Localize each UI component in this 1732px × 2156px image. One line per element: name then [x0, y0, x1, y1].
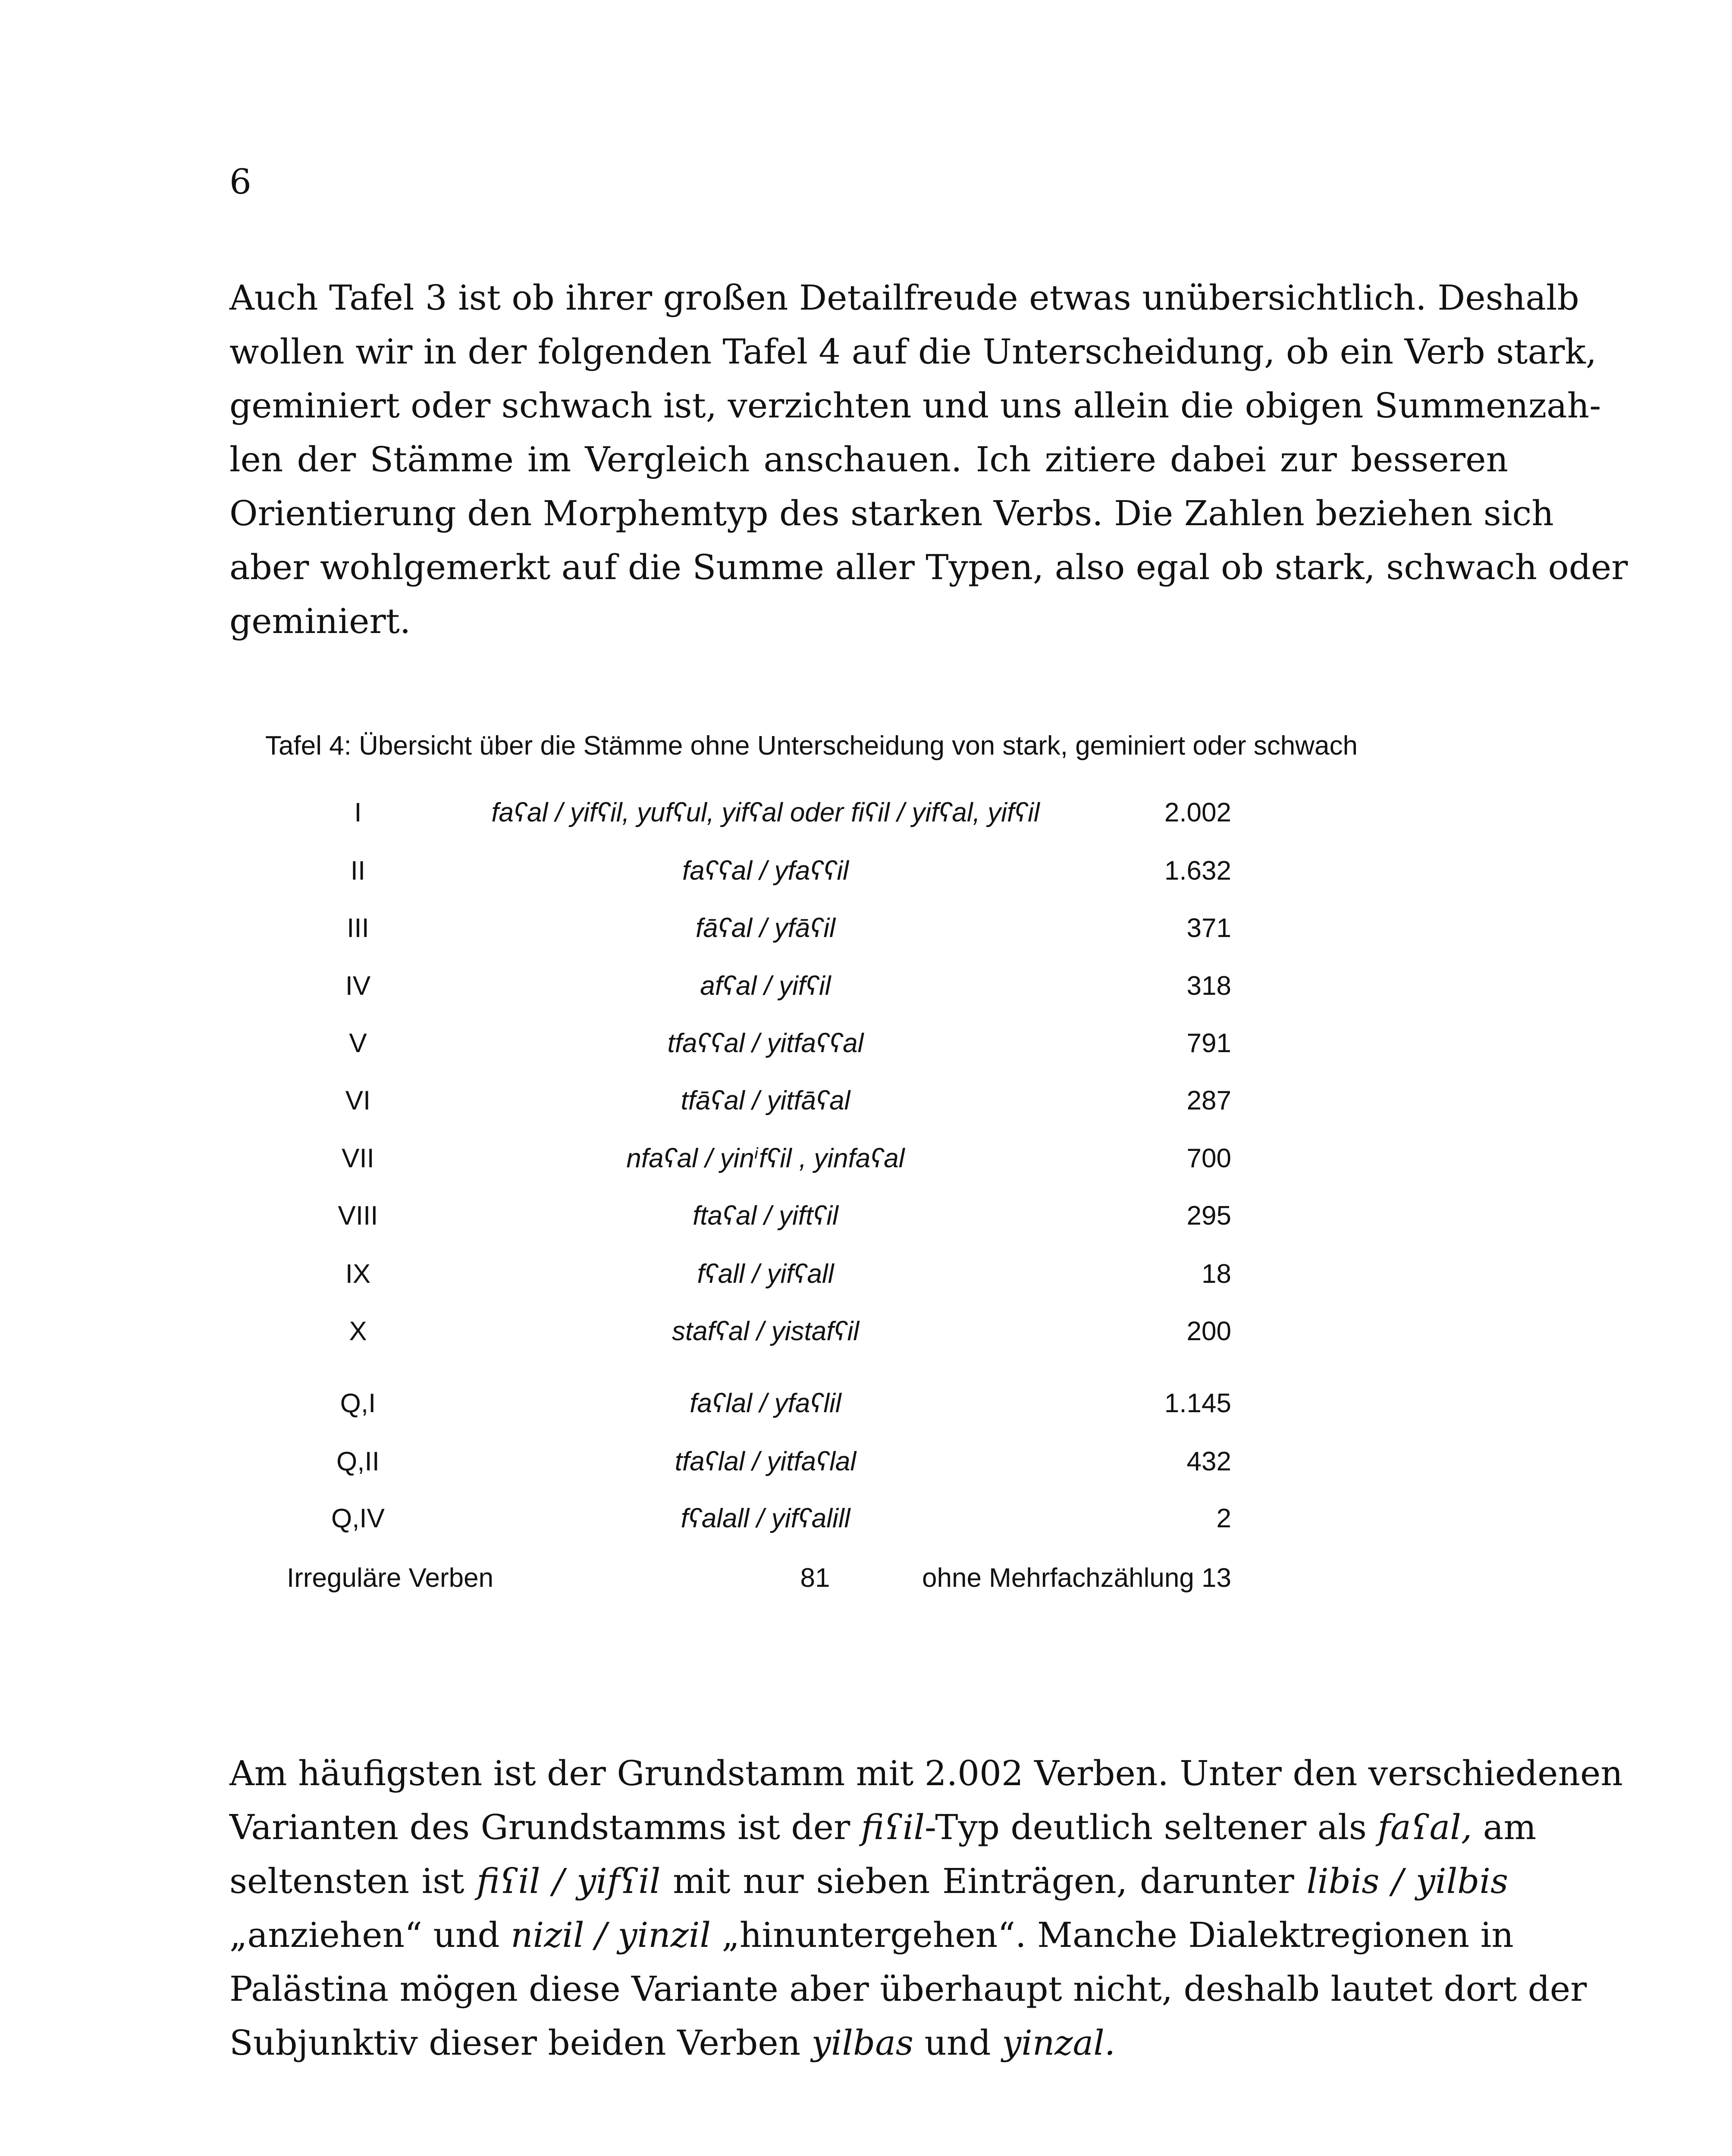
stem-count: 18 — [1202, 1259, 1231, 1289]
stem-number: VIII — [338, 1201, 378, 1231]
irregular-label: Irreguläre Verben — [287, 1563, 494, 1593]
italic-term: fiʕil / yifʕil — [477, 1861, 661, 1901]
stem-pattern: tfaʕlal / yitfaʕlal — [675, 1447, 857, 1476]
paragraph-line: wollen wir in der folgenden Tafel 4 auf die Unterscheidung, ob ein Verb stark, — [229, 332, 1597, 372]
stem-count: 318 — [1186, 971, 1231, 1001]
text-run: -Typ deutlich seltener als — [925, 1807, 1378, 1847]
text-run: seltensten ist — [229, 1861, 477, 1901]
stem-pattern: fʕall / yifʕall — [697, 1259, 834, 1289]
italic-term: yinzal. — [1002, 2023, 1116, 2063]
stem-pattern: fʕalall / yifʕalill — [681, 1504, 850, 1533]
stem-number: Q,II — [336, 1447, 380, 1476]
table-row — [0, 1194, 1732, 1238]
discussion-paragraph — [229, 1746, 1623, 2070]
paragraph-line: Orientierung den Morphemtyp des starken Verbs. Die Zahlen beziehen sich — [229, 493, 1554, 533]
stem-number: III — [347, 913, 369, 943]
stem-number: IV — [345, 971, 371, 1001]
stem-pattern: fāʕal / yfāʕil — [696, 913, 835, 943]
irregular-verbs-row — [0, 1557, 1732, 1600]
table-row — [0, 965, 1732, 1008]
stem-number: I — [354, 798, 362, 827]
text-run: und — [913, 2023, 1002, 2063]
stem-count: 295 — [1186, 1201, 1231, 1231]
stem-number: Q,I — [340, 1388, 376, 1418]
irregular-count: 81 — [800, 1563, 830, 1593]
stem-pattern: tfāʕal / yitfāʕal — [681, 1086, 850, 1116]
stem-count: 1.145 — [1164, 1388, 1231, 1418]
italic-term: yilbas — [811, 2023, 913, 2063]
intro-paragraph — [229, 271, 1628, 648]
stem-pattern: faʕlal / yfaʕlil — [690, 1388, 841, 1418]
stem-count: 432 — [1186, 1447, 1231, 1476]
text-run: mit nur sieben Einträgen, darunter — [660, 1861, 1307, 1901]
table-row — [0, 1497, 1732, 1540]
paragraph-line: Auch Tafel 3 ist ob ihrer großen Detailfreude etwas unübersichtlich. Deshalb — [229, 278, 1579, 318]
irregular-note: ohne Mehrfachzählung 13 — [922, 1563, 1231, 1593]
table-caption: Tafel 4: Übersicht über die Stämme ohne Unterscheidung von stark, geminiert oder schwach — [265, 731, 1358, 761]
stem-pattern: afʕal / yifʕil — [700, 971, 831, 1001]
paragraph-line: Palästina mögen diese Variante aber überhaupt nicht, deshalb lautet dort der — [229, 1969, 1587, 2009]
paragraph-line — [229, 2016, 1508, 2070]
stem-count: 700 — [1186, 1144, 1231, 1173]
stem-pattern: stafʕal / yistafʕil — [671, 1316, 860, 1346]
table-row — [0, 1440, 1732, 1483]
paragraph-line: geminiert oder schwach ist, verzichten und uns allein die obigen Summenzah- — [229, 385, 1601, 426]
stem-number: IX — [345, 1259, 371, 1289]
italic-term: faʕal, — [1377, 1807, 1472, 1847]
stem-number: V — [349, 1028, 367, 1058]
table-row — [0, 791, 1732, 834]
stem-pattern: tfaʕʕal / yitfaʕʕal — [667, 1028, 864, 1058]
table-row — [0, 1022, 1732, 1065]
paragraph-line — [229, 1854, 1508, 1908]
table-row — [0, 1253, 1732, 1296]
paragraph-line — [229, 1908, 1514, 1962]
stem-count: 2 — [1216, 1504, 1231, 1533]
paragraph-line: geminiert. — [229, 601, 411, 641]
table-row — [0, 907, 1732, 950]
table-row — [0, 1382, 1732, 1425]
text-run: „hinuntergehen“. Manche Dialektregionen in — [711, 1915, 1514, 1955]
table-row — [0, 1310, 1732, 1353]
stem-count: 287 — [1186, 1086, 1231, 1116]
stem-pattern: faʕal / yifʕil, yufʕul, yifʕal oder fiʕil / yifʕal, yifʕil — [491, 798, 1040, 827]
stem-count: 371 — [1186, 913, 1231, 943]
stem-pattern: nfaʕal / yinⁱfʕil , yinfaʕal — [626, 1144, 905, 1173]
paragraph-line: Am häufigsten ist der Grundstamm mit 2.002 Verben. Unter den verschiedenen — [229, 1753, 1623, 1793]
text-run: am — [1472, 1807, 1537, 1847]
italic-term: libis / yilbis — [1306, 1861, 1509, 1901]
stem-count: 1.632 — [1164, 856, 1231, 886]
table-row — [0, 1137, 1732, 1180]
stem-number: VI — [345, 1086, 371, 1116]
italic-term: nizil / yinzil — [511, 1915, 711, 1955]
stem-pattern: faʕʕal / yfaʕʕil — [682, 856, 849, 886]
page-number: 6 — [229, 162, 251, 202]
text-run: Varianten des Grundstamms ist der — [229, 1807, 861, 1847]
italic-term: fiʕil — [861, 1807, 925, 1847]
stem-number: VII — [342, 1144, 374, 1173]
stem-number: II — [350, 856, 366, 886]
stem-pattern: ftaʕal / yiftʕil — [693, 1201, 838, 1231]
paragraph-line: len der Stämme im Vergleich anschauen. Ich zitiere dabei zur besseren — [229, 439, 1508, 479]
stem-count: 2.002 — [1164, 798, 1231, 827]
stem-number: Q,IV — [331, 1504, 385, 1533]
table-row — [0, 849, 1732, 893]
text-run: Subjunktiv dieser beiden Verben — [229, 2023, 812, 2063]
stem-count: 791 — [1186, 1028, 1231, 1058]
paragraph-line — [229, 1800, 1537, 1854]
table-row — [0, 1079, 1732, 1122]
stem-count: 200 — [1186, 1316, 1231, 1346]
text-run: „anziehen“ und — [229, 1915, 511, 1955]
paragraph-line: aber wohlgemerkt auf die Summe aller Typen, also egal ob stark, schwach oder — [229, 547, 1628, 587]
stem-number: X — [349, 1316, 367, 1346]
